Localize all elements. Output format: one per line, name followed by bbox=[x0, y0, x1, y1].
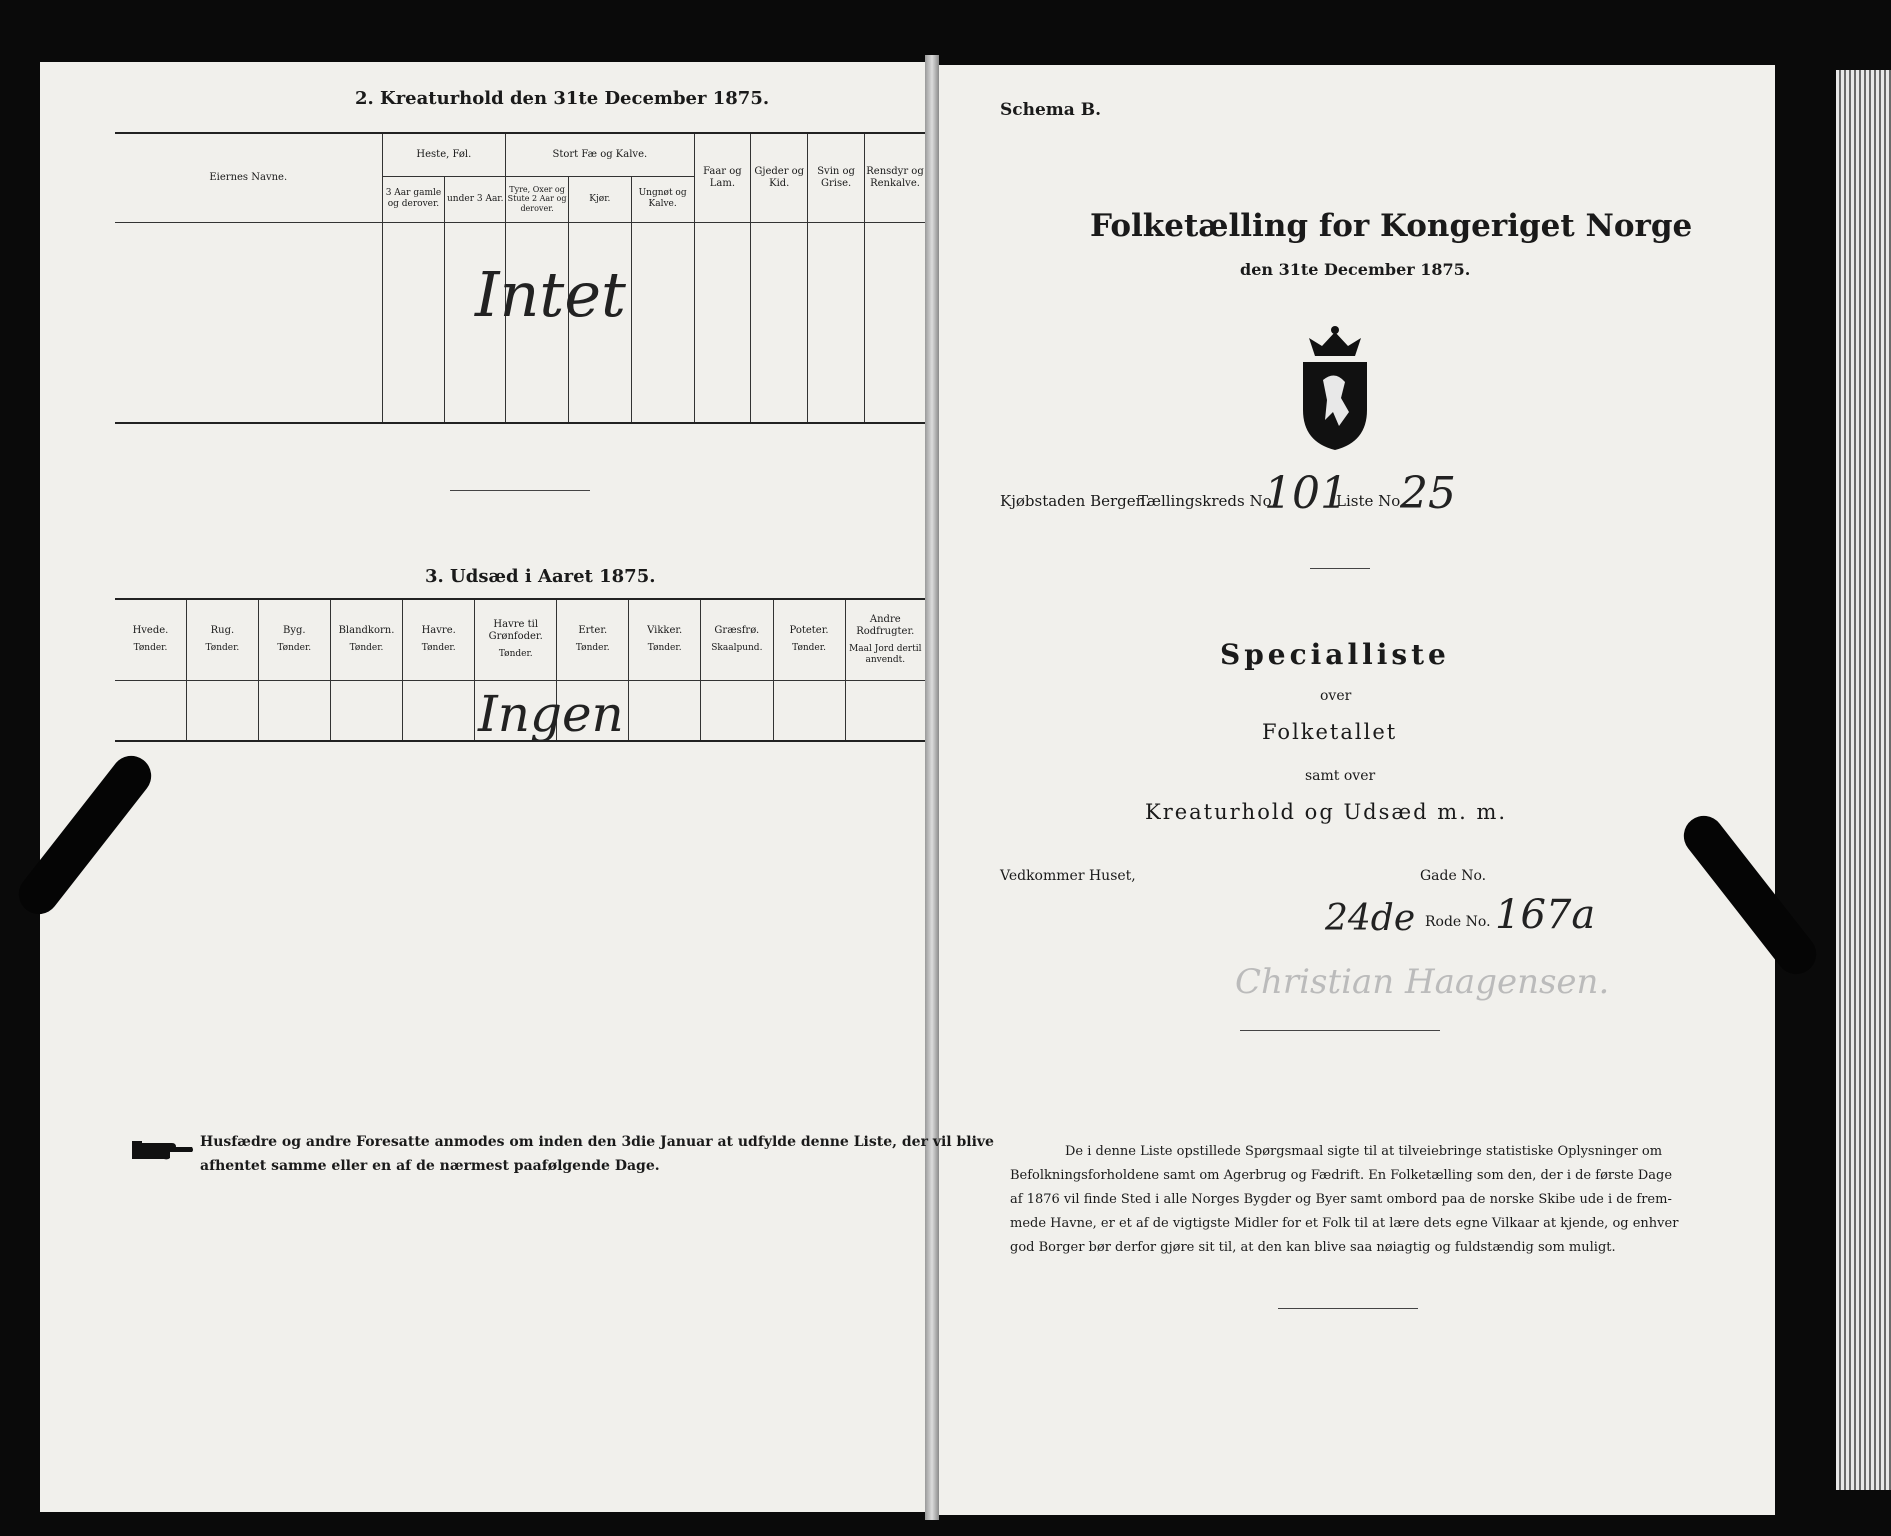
seed-col-name: Blandkorn. bbox=[338, 625, 395, 637]
section3-title: 3. Udsæd i Aaret 1875. bbox=[425, 566, 656, 587]
table2-bottom-rule bbox=[115, 422, 925, 424]
seed-col-cell bbox=[258, 680, 330, 740]
heste-3aar-header: 3 Aar gamle og derover. bbox=[382, 176, 445, 222]
specialliste-heading: Specialliste bbox=[1220, 638, 1450, 671]
seed-col-cell bbox=[330, 680, 403, 740]
census-date: den 31te December 1875. bbox=[1240, 260, 1471, 279]
seed-col-header bbox=[557, 600, 629, 680]
separator-left bbox=[450, 490, 590, 491]
seed-col-header bbox=[186, 600, 258, 680]
notice-line2: afhentet samme eller en af de nærmest paafølgende Dage. bbox=[200, 1158, 660, 1174]
seed-col-header bbox=[845, 600, 925, 680]
schema-label: Schema B. bbox=[1000, 100, 1102, 120]
kreds-label: Tællingskreds No. bbox=[1138, 492, 1277, 510]
seed-col-unit: Tønder. bbox=[205, 643, 240, 654]
seed-col-name: Erter. bbox=[578, 625, 608, 637]
para-line3: af 1876 vil finde Sted i alle Norges Bygder og Byer samt ombord paa de norske Skibe ude i de frem- bbox=[1010, 1192, 1672, 1207]
census-title: Folketælling for Kongeriget Norge bbox=[1090, 208, 1693, 244]
seed-col-unit: Maal Jord dertil anvendt. bbox=[849, 643, 922, 665]
seed-col-header bbox=[773, 600, 845, 680]
seed-col-name: Græsfrø. bbox=[714, 625, 760, 637]
seed-col-name: Poteter. bbox=[789, 625, 829, 637]
separator-bottom bbox=[1278, 1308, 1418, 1309]
seed-col-cell bbox=[629, 680, 701, 740]
seed-col-name: Hvede. bbox=[132, 625, 169, 637]
seed-col-header bbox=[701, 600, 773, 680]
svin-header: Svin og Grise. bbox=[808, 134, 865, 222]
signature-line bbox=[1240, 1030, 1440, 1031]
norway-coat-of-arms-icon bbox=[1295, 322, 1375, 452]
para-line5: god Borger bør derfor gjøre sit til, at den kan blive saa nøiagtig og fuldstændig som muligt. bbox=[1010, 1240, 1616, 1255]
para-line2: Befolkningsforholdene samt om Agerbrug og Fædrift. En Folketælling som den, der i de første Dage bbox=[1010, 1168, 1673, 1183]
liste-value: 25 bbox=[1400, 468, 1456, 519]
seed-col-cell bbox=[186, 680, 258, 740]
vedkommer-label: Vedkommer Huset, bbox=[1000, 868, 1136, 884]
owner-header: Eiernes Navne. bbox=[115, 134, 382, 222]
section2-title: 2. Kreaturhold den 31te December 1875. bbox=[355, 88, 770, 109]
seed-col-name: Vikker. bbox=[647, 625, 683, 637]
right-page bbox=[935, 65, 1775, 1515]
kreds-value: 101 bbox=[1264, 468, 1348, 519]
gade-label: Gade No. bbox=[1420, 868, 1487, 884]
seed-col-unit: Tønder. bbox=[792, 643, 826, 654]
seed-col-unit: Tønder. bbox=[349, 643, 384, 654]
seed-col-header bbox=[403, 600, 475, 680]
seed-col-header bbox=[115, 600, 186, 680]
seed-col-unit: Tønder. bbox=[498, 649, 533, 660]
folketallet-label: Folketallet bbox=[1262, 720, 1398, 744]
samt-over-label: samt over bbox=[1305, 768, 1376, 784]
rensdyr-header: Rensdyr og Renkalve. bbox=[865, 134, 926, 222]
para-line1: De i denne Liste opstillede Spørgsmaal sigte til at tilveiebringe statistiske Oplysninger om bbox=[1065, 1144, 1663, 1159]
handwritten-ingen: Ingen bbox=[478, 685, 624, 743]
rode-value: 167a bbox=[1495, 892, 1596, 938]
stort-fae-header: Stort Fæ og Kalve. bbox=[506, 134, 694, 176]
seed-col-unit: Tønder. bbox=[133, 643, 168, 654]
kreaturhold-label: Kreaturhold og Udsæd m. m. bbox=[1145, 800, 1508, 824]
seed-col-cell bbox=[701, 680, 773, 740]
rode-prefix: 24de bbox=[1325, 898, 1416, 939]
gjeder-header: Gjeder og Kid. bbox=[751, 134, 808, 222]
faar-header: Faar og Lam. bbox=[694, 134, 751, 222]
liste-label: Liste No. bbox=[1336, 492, 1405, 510]
notice-line1: Husfædre og andre Foresatte anmodes om inden den 3die Januar at udfylde denne Liste, der vil blive bbox=[200, 1134, 994, 1150]
seed-col-name: Byg. bbox=[282, 625, 306, 637]
seed-col-header bbox=[475, 600, 557, 680]
seed-col-cell bbox=[115, 680, 186, 740]
seed-col-unit: Tønder. bbox=[647, 643, 682, 654]
handwritten-intet: Intet bbox=[475, 258, 626, 331]
over-label: over bbox=[1320, 688, 1352, 704]
rode-label: Rode No. bbox=[1425, 914, 1491, 930]
seed-col-cell bbox=[403, 680, 475, 740]
seed-col-name: Havre til Grønfoder. bbox=[488, 619, 543, 643]
seed-col-unit: Tønder. bbox=[575, 643, 610, 654]
seed-col-unit: Tønder. bbox=[277, 643, 312, 654]
seed-col-header bbox=[258, 600, 330, 680]
seed-col-name: Andre Rodfrugter. bbox=[856, 613, 915, 637]
kjor-header: Kjør. bbox=[568, 176, 631, 222]
heste-under3-header: under 3 Aar. bbox=[445, 176, 506, 222]
heste-header: Heste, Føl. bbox=[382, 134, 506, 176]
book-spine bbox=[925, 55, 939, 1520]
separator-right bbox=[1310, 568, 1370, 569]
seed-col-header bbox=[330, 600, 403, 680]
pointing-hand-icon bbox=[132, 1138, 194, 1162]
para-line4: mede Havne, er et af de vigtigste Midler for et Folk til at lære dets egne Vilkaar at kjende, og enhver bbox=[1010, 1216, 1679, 1231]
seed-col-header bbox=[629, 600, 701, 680]
seed-col-name: Havre. bbox=[421, 625, 456, 637]
seed-col-name: Rug. bbox=[210, 625, 235, 637]
seed-col-cell bbox=[845, 680, 925, 740]
page-edges bbox=[1836, 70, 1891, 1490]
kjobstad-label: Kjøbstaden Bergen. bbox=[1000, 492, 1151, 510]
seed-col-unit: Tønder. bbox=[421, 643, 456, 654]
ungnot-header: Ungnøt og Kalve. bbox=[631, 176, 694, 222]
seed-col-cell bbox=[773, 680, 845, 740]
seed-col-unit: Skaalpund. bbox=[711, 643, 763, 654]
tyre-header: Tyre, Oxer og Stute 2 Aar og derover. bbox=[506, 176, 569, 222]
owner-name: Christian Haagensen. bbox=[1235, 962, 1610, 1002]
